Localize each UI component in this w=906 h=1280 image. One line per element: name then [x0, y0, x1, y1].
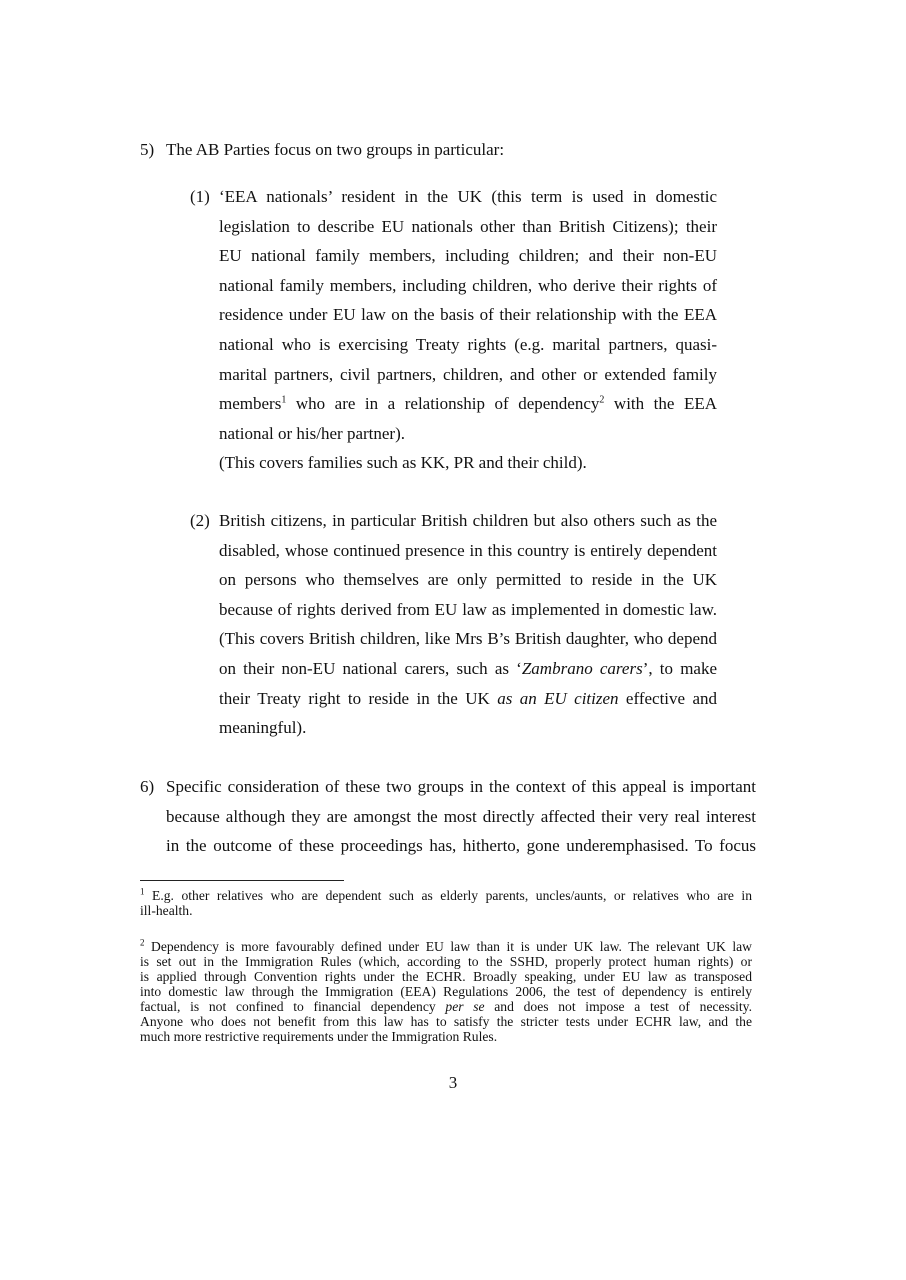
text-line: is set out in the Immigration Rules (which, according to the SSHD, properly protect human rights) or	[140, 954, 752, 969]
text-run: on their non-EU national carers, such as ‘	[219, 658, 522, 678]
text-line: ‘EEA nationals’ resident in the UK (this term is used in domestic	[219, 187, 717, 206]
text-line: on persons who themselves are only permitted to reside in the UK	[219, 570, 717, 590]
page-number: 3	[448, 1073, 458, 1092]
paragraph-number: 5)	[140, 140, 155, 159]
text-line	[219, 654, 717, 684]
footnote-ref-1: 1	[281, 394, 287, 406]
text-line: is applied through Convention rights under the ECHR. Broadly speaking, under EU law as transposed	[140, 969, 752, 984]
italic-run: as an EU citizen	[497, 688, 619, 708]
text-run: who are in a relationship of dependency	[286, 394, 600, 414]
group-2-text	[219, 506, 717, 743]
text-run: ’, to make	[642, 658, 718, 678]
text-run: and does not impose a test of necessity.	[484, 999, 752, 1014]
text-line: into domestic law through the Immigration (EEA) Regulations 2006, the test of dependency is entirely	[140, 984, 752, 999]
paragraph-number: 6)	[140, 777, 155, 796]
group-number: (1)	[190, 187, 210, 206]
text-line: Specific consideration of these two groups in the context of this appeal is important	[166, 777, 756, 796]
text-line	[219, 684, 717, 714]
text-line: (This covers British children, like Mrs B’s British daughter, who depend	[219, 629, 717, 649]
text-line: because of rights derived from EU law as implemented in domestic law.	[219, 599, 717, 619]
text-line	[140, 999, 752, 1014]
italic-run: per se	[445, 999, 485, 1014]
text-line: disabled, whose continued presence in this country is entirely dependent	[219, 540, 717, 560]
text-line: meaningful).	[219, 718, 307, 738]
text-line	[140, 939, 752, 954]
text-line: because although they are amongst the most directly affected their very real interest	[166, 806, 756, 826]
group-1-text	[219, 182, 717, 478]
footnote-1	[140, 888, 752, 918]
text-line: residence under EU law on the basis of their relationship with the EEA	[219, 305, 717, 325]
text-line: national or his/her partner).	[219, 423, 405, 443]
group-number: (2)	[190, 511, 210, 530]
text-line: in the outcome of these proceedings has, hitherto, gone underemphasised. To focus	[166, 836, 756, 856]
text-run: effective and	[618, 688, 717, 708]
text-run: with the EEA	[604, 394, 717, 414]
text-line: legislation to describe EU nationals other than British Citizens); their	[219, 216, 717, 236]
footnote-ref-2: 2	[599, 394, 605, 406]
text-line: ill-health.	[140, 903, 193, 918]
text-run: their Treaty right to reside in the UK	[219, 688, 498, 708]
text-line: Anyone who does not benefit from this law has to satisfy the stricter tests under ECHR law, and the	[140, 1014, 752, 1029]
text-line: national who is exercising Treaty rights (e.g. marital partners, quasi-	[219, 334, 717, 354]
footnote-mark: 2	[140, 937, 145, 948]
text-line: much more restrictive requirements under the Immigration Rules.	[140, 1029, 498, 1044]
group-1-note: (This covers families such as KK, PR and their child).	[219, 453, 587, 473]
text-run: E.g. other relatives who are dependent such as elderly parents, uncles/aunts, or relatives who are in	[144, 888, 752, 903]
text-run: factual, is not confined to financial dependency	[140, 999, 446, 1014]
footnote-separator	[140, 880, 344, 881]
text-line: marital partners, civil partners, children, and other or extended family	[219, 364, 717, 384]
footnote-mark: 1	[140, 886, 145, 897]
text-run: Dependency is more favourably defined under EU law than it is under UK law. The relevant UK law	[144, 939, 752, 954]
paragraph-text: The AB Parties focus on two groups in particular:	[166, 140, 505, 159]
italic-run: Zambrano carers	[521, 658, 643, 678]
text-line	[219, 389, 717, 419]
paragraph-text	[166, 772, 756, 861]
text-line: national family members, including children, who derive their rights of	[219, 275, 717, 295]
text-line: British citizens, in particular British children but also others such as the	[219, 511, 717, 530]
text-line	[140, 888, 752, 903]
text-line: EU national family members, including children; and their non-EU	[219, 246, 717, 266]
footnote-2	[140, 939, 752, 1044]
text-run: members	[219, 394, 282, 414]
